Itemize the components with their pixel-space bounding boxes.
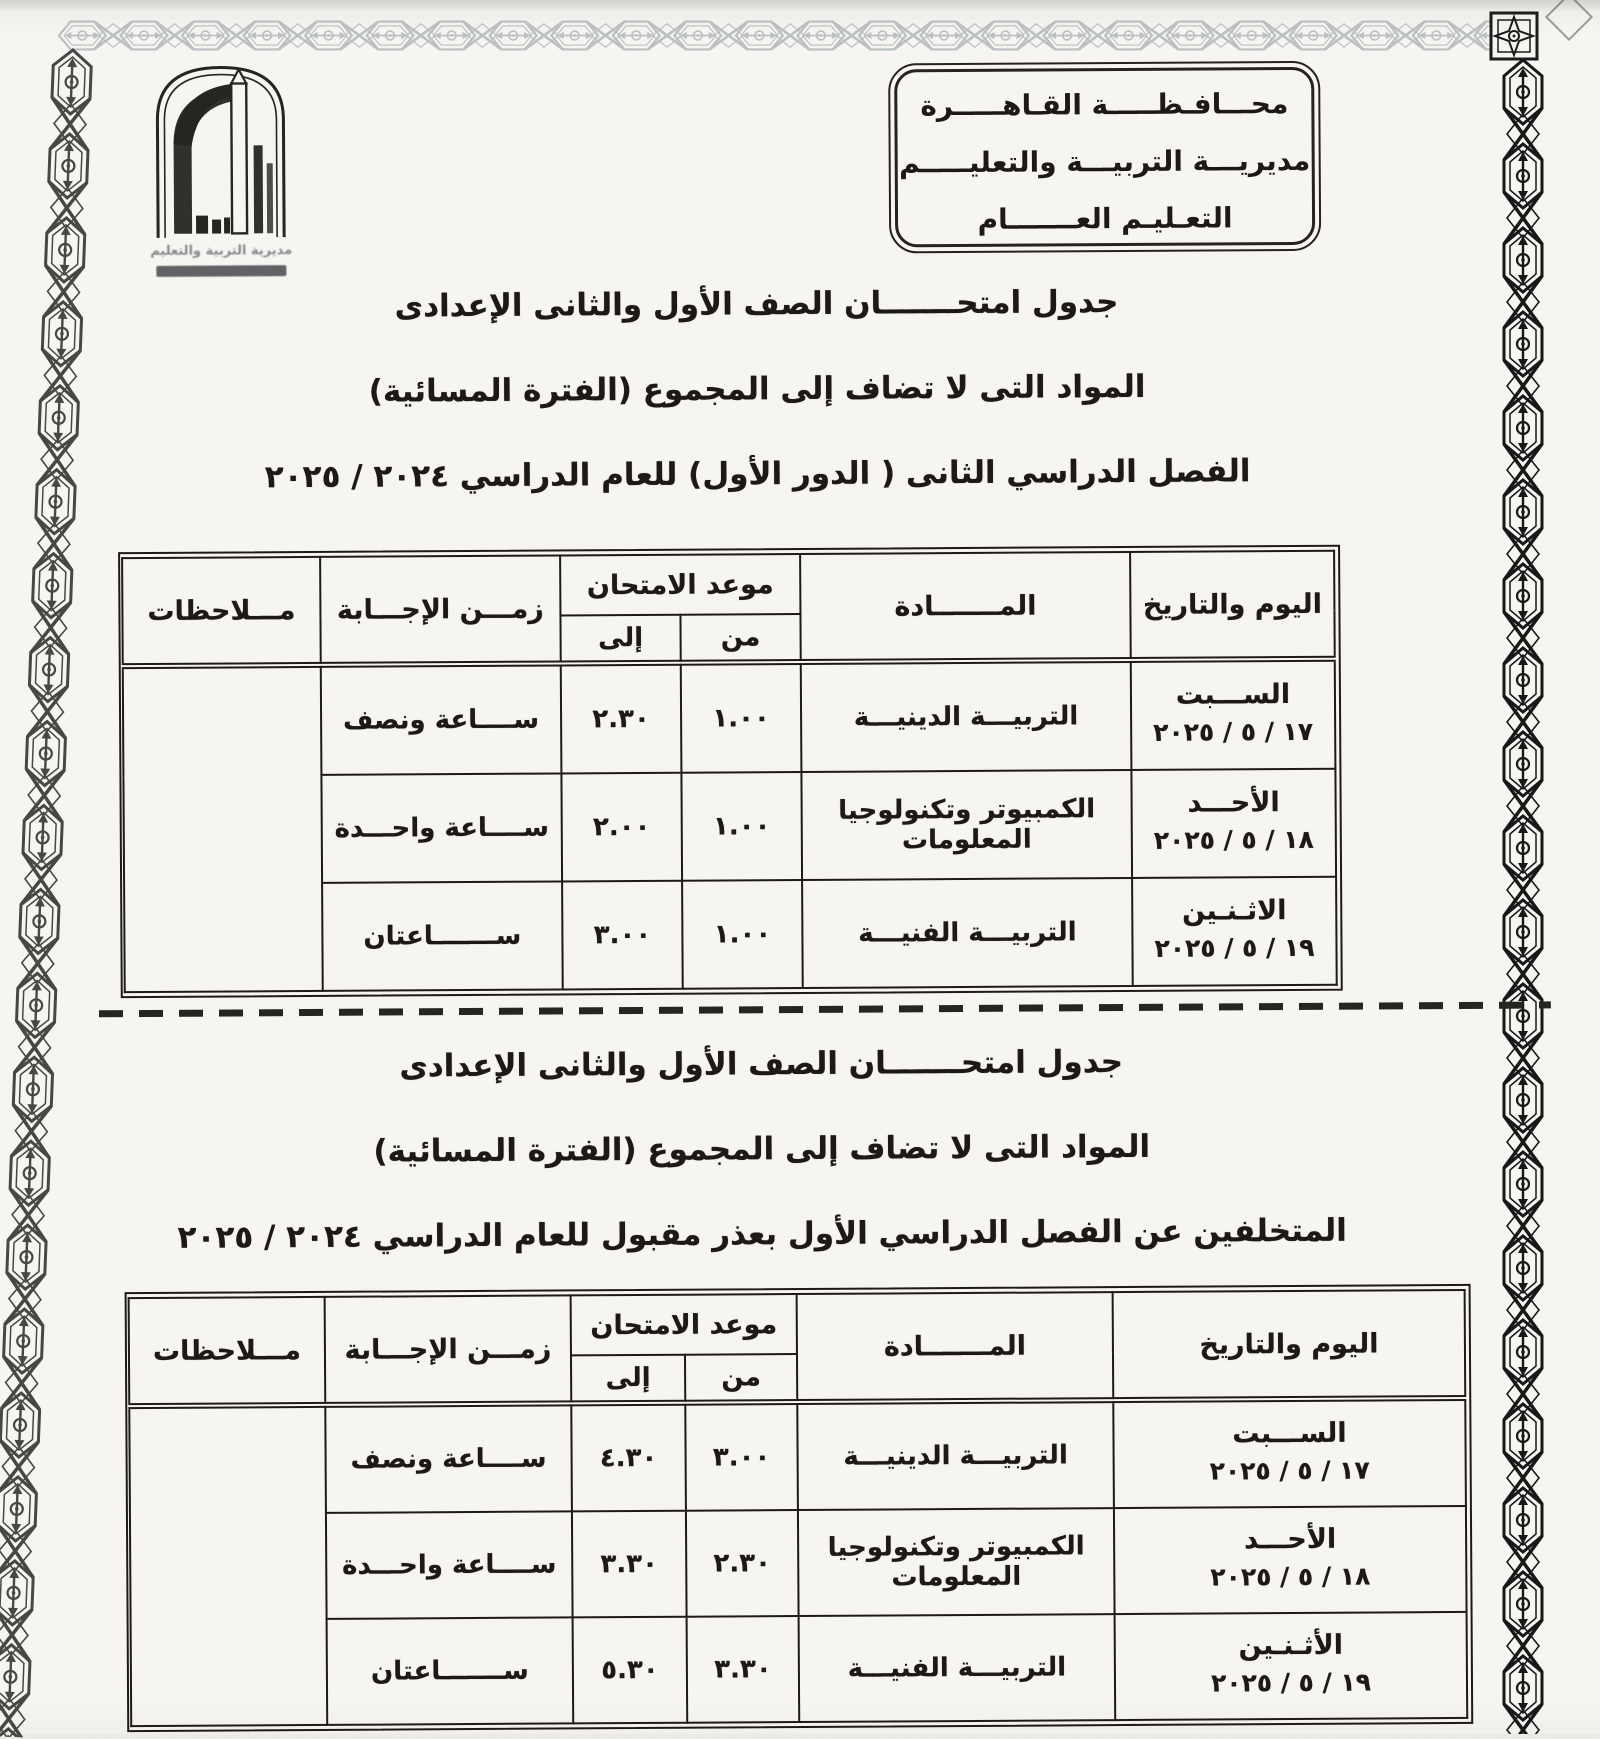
day-date-cell [1132, 877, 1337, 986]
col-header-day-date: اليوم والتاريخ [1130, 551, 1335, 660]
col-header-exam-time: موعد الامتحان [571, 1294, 797, 1355]
duration-cell: ســــاعة ونصف [325, 1403, 572, 1513]
org-line-governorate: محـــافـظـــــة القـاهـــــرة [920, 87, 1289, 123]
duration-cell: ســـــــاعتان [327, 1617, 574, 1725]
time-from-cell: ١.٠٠ [681, 662, 802, 773]
dashed-separator [99, 1001, 1551, 1017]
section1-titles [136, 258, 1378, 521]
duration-cell: ســــاعة ونصف [321, 663, 562, 774]
time-to-cell: ٣.٠٠ [562, 881, 683, 990]
time-from-cell: ٣.٣٠ [687, 1616, 800, 1723]
duration-cell: ســـــــاعتان [322, 881, 563, 990]
table-row [123, 659, 1336, 776]
col-header-exam-time: موعد الامتحان [560, 554, 800, 615]
date-value: ١٨ / ٥ / ٢٠٢٥ [1210, 1561, 1371, 1592]
day-date-cell [1131, 659, 1336, 770]
notes-cell [123, 665, 323, 992]
time-to-cell: ٣.٣٠ [572, 1511, 687, 1618]
org-line-directorate: مديريـــة التربيـــة والتعليـــــم [899, 143, 1311, 180]
org-header-box [888, 61, 1321, 254]
time-to-cell: ٥.٣٠ [573, 1617, 688, 1724]
col-header-notes: مـــلاحظات [122, 557, 321, 666]
duration-cell: ســــاعة واحـــدة [321, 773, 562, 882]
date-value: ١٨ / ٥ / ٢٠٢٥ [1153, 824, 1314, 855]
time-to-cell: ٤.٣٠ [571, 1403, 686, 1512]
subject-cell: التربيـــة الدينيـــة [797, 1400, 1114, 1510]
date-value: ١٧ / ٥ / ٢٠٢٥ [1153, 716, 1314, 747]
section2-title-line2: المواد التى لا تضاف إلى المجموع (الفترة المسائية) [373, 1128, 1151, 1170]
date-value: ١٩ / ٥ / ٢٠٢٥ [1210, 1667, 1372, 1698]
col-header-day-date: اليوم والتاريخ [1113, 1290, 1466, 1400]
section1-title-line2: المواد التى لا تضاف إلى المجموع (الفترة المسائية) [368, 368, 1146, 410]
exam-table-section2 [125, 1284, 1474, 1732]
section2-titles [141, 1018, 1383, 1281]
logo-caption: مديرية التربية والتعليم [150, 243, 293, 259]
subject-cell: التربيـــة الفنيـــة [799, 1614, 1116, 1722]
duration-cell: ســــاعة واحـــدة [326, 1511, 573, 1619]
day-name: الأحـــد [1243, 1523, 1337, 1556]
day-name: الأثـنـين [1238, 1629, 1343, 1662]
date-value: ١٧ / ٥ / ٢٠٢٥ [1209, 1455, 1370, 1486]
col-header-subject: المـــــــادة [800, 552, 1131, 662]
day-name: الســـبت [1175, 679, 1291, 711]
mosque-arch-emblem-icon [125, 47, 316, 248]
col-header-duration: زمـــن الإجـــابة [320, 555, 561, 664]
section2-title-line1: جدول امتحـــــــان الصف الأول والثانى الإعدادى [399, 1044, 1124, 1085]
day-date-cell [1131, 769, 1336, 878]
table-row [129, 1398, 1466, 1514]
col-header-subject: المـــــــادة [797, 1292, 1114, 1402]
exam-table-section1 [118, 545, 1343, 998]
org-line-general-education: التعـليـم العـــــــام [977, 201, 1233, 236]
subject-cell: الكمبيوتر وتكنولوجيا المعلومات [798, 1508, 1115, 1616]
subject-cell: التربيـــة الدينيـــة [801, 660, 1132, 772]
table-row [131, 1612, 1468, 1726]
col-header-to: إلى [560, 615, 680, 664]
col-header-from: من [680, 614, 800, 663]
day-date-cell [1114, 1506, 1467, 1614]
cairo-education-logo [125, 47, 317, 298]
section2-title-line3: المتخلفين عن الفصل الدراسي الأول بعذر مقبول للعام الدراسي ٢٠٢٤ / ٢٠٢٥ [177, 1212, 1347, 1256]
time-to-cell: ٢.٠٠ [561, 773, 682, 882]
table-row [130, 1506, 1467, 1620]
day-name: الســـبت [1232, 1417, 1347, 1450]
day-date-cell [1115, 1612, 1468, 1720]
col-header-to: إلى [571, 1355, 685, 1404]
col-header-duration: زمـــن الإجـــابة [325, 1295, 572, 1405]
col-header-notes: مـــلاحظات [129, 1297, 326, 1406]
time-from-cell: ١.٠٠ [682, 880, 803, 989]
subject-cell: التربيـــة الفنيـــة [802, 878, 1133, 988]
day-date-cell [1113, 1398, 1466, 1508]
day-name: الاثـنـين [1182, 895, 1287, 927]
section1-title-line1: جدول امتحـــــــان الصف الأول والثانى الإعدادى [394, 284, 1119, 325]
time-from-cell: ٢.٣٠ [686, 1510, 799, 1617]
section1-title-line3: الفصل الدراسي الثانى ( الدور الأول) للعام الدراسي ٢٠٢٤ / ٢٠٢٥ [264, 453, 1251, 496]
notes-cell [129, 1405, 327, 1726]
col-header-from: من [685, 1354, 797, 1403]
time-from-cell: ١.٠٠ [681, 772, 802, 881]
subject-cell: الكمبيوتر وتكنولوجيا المعلومات [801, 770, 1132, 880]
date-value: ١٩ / ٥ / ٢٠٢٥ [1154, 932, 1315, 963]
time-from-cell: ٣.٠٠ [685, 1402, 798, 1511]
time-to-cell: ٢.٣٠ [561, 663, 682, 774]
day-name: الأحـــد [1187, 787, 1280, 819]
